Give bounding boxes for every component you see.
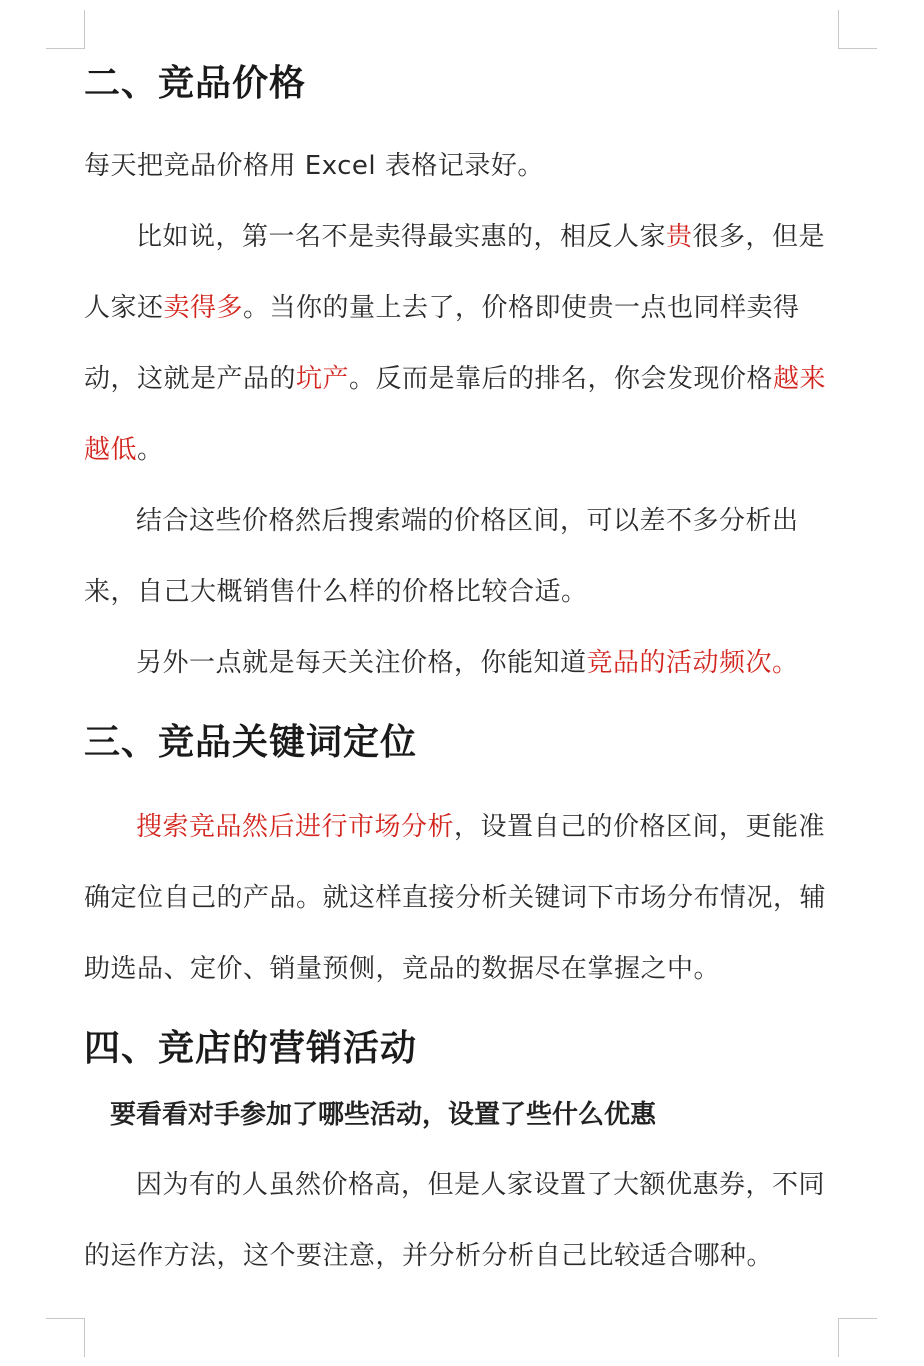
- highlight-text: 搜索竞品然后进行市场分析: [136, 812, 455, 843]
- paragraph-price-range: 结合这些价格然后搜索端的价格区间，可以差不多分析出来，自己大概销售什么样的价格比较合适。: [84, 506, 799, 608]
- crop-mark-top-right: [838, 10, 877, 49]
- highlight-text: 贵: [666, 222, 693, 253]
- paragraph-coupons: 因为有的人虽然价格高，但是人家设置了大额优惠券，不同的运作方法，这个要注意，并分析分析自己比较适合哪种。: [84, 1170, 826, 1272]
- highlight-text: 竞品的活动频次。: [586, 648, 799, 679]
- text-run: 。: [137, 435, 164, 466]
- crop-mark-bottom-right: [838, 1318, 877, 1357]
- section-heading-store-marketing: 四、竞店的营销活动: [84, 1028, 418, 1070]
- text-run: ，设置自己的价格区间，更能准确定位自己的产品。就这样直接分析关键词下市场分布情况，辅助选品、定价、销量预侧，竞品的数据尽在掌握之中。: [84, 812, 827, 985]
- document-body: [84, 62, 840, 1292]
- section-heading-competitor-price: 二、竞品价格: [84, 63, 307, 104]
- text-run: 。反而是靠后的排名，你会发现价格: [349, 364, 774, 395]
- subheading-promotions: 要看看对手参加了哪些活动，设置了些什么优惠: [110, 1099, 657, 1130]
- highlight-text: 坑产: [296, 364, 350, 395]
- paragraph-activity-frequency: [84, 628, 840, 699]
- section-heading-keyword-positioning: 三、竞品关键词定位: [84, 722, 418, 764]
- text-run: 很多，但是人家还: [84, 222, 826, 324]
- crop-mark-bottom-left: [46, 1318, 85, 1357]
- text-run: 另外一点就是每天关注价格，你能知道: [136, 648, 587, 679]
- highlight-text: 卖得多: [163, 293, 244, 324]
- paragraph-ranking-price: [84, 202, 840, 486]
- crop-mark-top-left: [46, 10, 85, 49]
- paragraph-market-analysis: [84, 792, 840, 1005]
- paragraph-record-prices: 每天把竞品价格用 Excel 表格记录好。: [84, 151, 544, 182]
- highlight-text: 越来越低: [84, 364, 827, 466]
- text-run: 。当你的量上去了，价格即使贵一点也同样卖得动，这就是产品的: [84, 293, 800, 395]
- text-run: 比如说，第一名不是卖得最实惠的，相反人家: [136, 222, 667, 253]
